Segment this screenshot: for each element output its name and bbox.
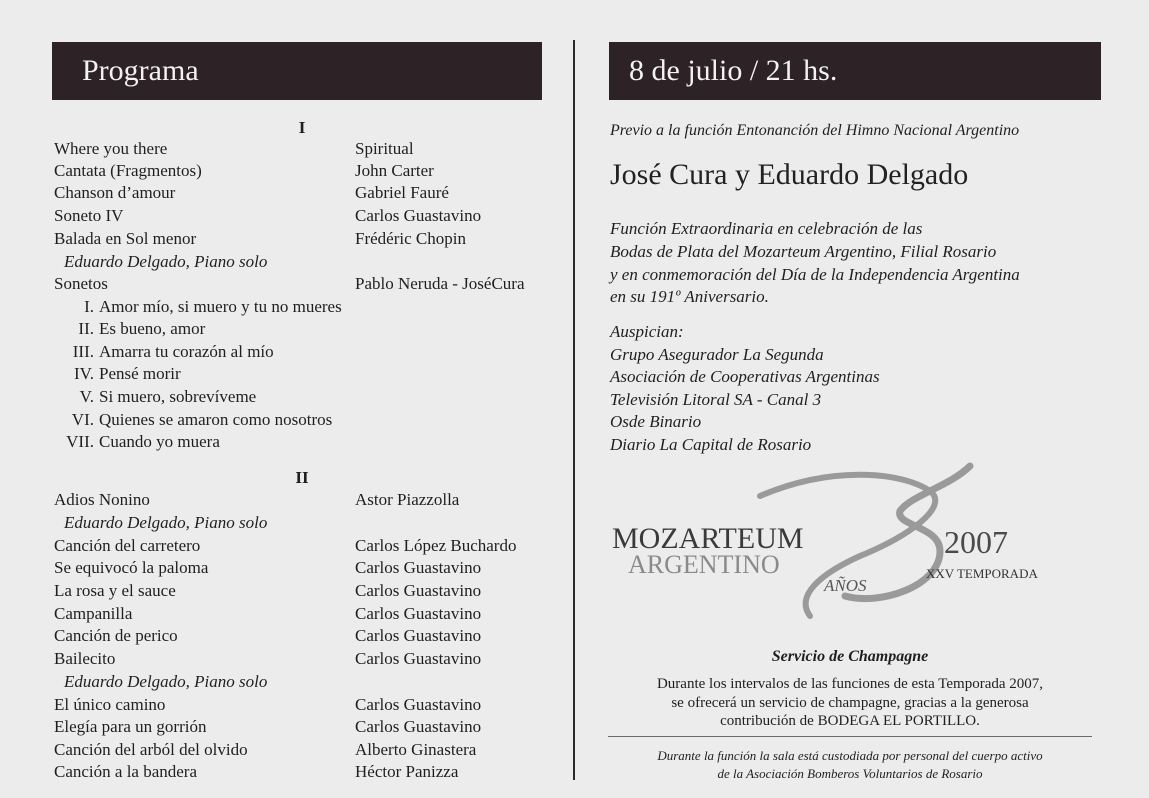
piece-title: Where you there bbox=[54, 139, 168, 158]
piece-composer: Carlos Guastavino bbox=[355, 604, 482, 623]
sonnet-title: Pensé morir bbox=[99, 364, 181, 383]
piece-composer: Héctor Panizza bbox=[355, 762, 459, 781]
piece-composer: Alberto Ginastera bbox=[355, 740, 477, 759]
piece-composer: Carlos Guastavino bbox=[355, 558, 482, 577]
artists-title: José Cura y Eduardo Delgado bbox=[610, 158, 969, 191]
piece-title: Se equivocó la paloma bbox=[54, 558, 209, 577]
sponsors-label: Auspician: bbox=[610, 322, 684, 341]
footer-note-line: de la Asociación Bomberos Voluntarios de Rosario bbox=[717, 766, 983, 781]
mozarteum-logo bbox=[610, 456, 1070, 626]
piece-title: Balada en Sol menor bbox=[54, 229, 197, 248]
sonnet-title: Amarra tu corazón al mío bbox=[99, 342, 274, 361]
sonnet-number: I. bbox=[84, 297, 94, 316]
piece-composer: Frédéric Chopin bbox=[355, 229, 466, 248]
prelude-note: Previo a la función Entonanción del Himno Nacional Argentino bbox=[610, 122, 1020, 139]
sonnet-title: Si muero, sobrevíveme bbox=[99, 387, 257, 406]
logo-mozarteum: MOZARTEUM bbox=[612, 522, 804, 555]
piece-title: El único camino bbox=[54, 695, 166, 714]
logo-argentino: ARGENTINO bbox=[628, 550, 780, 579]
sponsor-item: Grupo Asegurador La Segunda bbox=[610, 345, 824, 364]
section-two-label: II bbox=[295, 468, 309, 487]
piece-title: Chanson d’amour bbox=[54, 183, 176, 202]
program-panel bbox=[0, 0, 570, 798]
section-one-label: I bbox=[298, 118, 306, 137]
logo-temporada: XXV TEMPORADA bbox=[926, 566, 1038, 581]
sponsor-item: Televisión Litoral SA - Canal 3 bbox=[610, 390, 822, 409]
piece-title: Campanilla bbox=[54, 604, 133, 623]
piece-title: La rosa y el sauce bbox=[54, 581, 176, 600]
description-line: Función Extraordinaria en celebración de las bbox=[610, 219, 923, 238]
piece-title: Elegía para un gorrión bbox=[54, 717, 207, 736]
piece-composer: Carlos Guastavino bbox=[355, 649, 482, 668]
piece-title: Canción de perico bbox=[54, 626, 178, 645]
piece-composer: Carlos Guastavino bbox=[355, 717, 482, 736]
description-line: Bodas de Plata del Mozarteum Argentino, Filial Rosario bbox=[610, 242, 997, 261]
piece-title: Cantata (Fragmentos) bbox=[54, 161, 202, 180]
piece-title: Bailecito bbox=[54, 649, 116, 668]
logo-year: 2007 bbox=[944, 524, 1008, 560]
sonnet-number: VII. bbox=[66, 432, 94, 451]
logo-anos: AÑOS bbox=[824, 576, 867, 595]
sonnet-number: IV. bbox=[74, 364, 94, 383]
champagne-text-line: se ofrecerá un servicio de champagne, gracias a la generosa bbox=[671, 695, 1029, 711]
piece-composer: Carlos Guastavino bbox=[355, 206, 482, 225]
performer-note: Eduardo Delgado, Piano solo bbox=[64, 513, 268, 532]
performer-note: Eduardo Delgado, Piano solo bbox=[64, 252, 268, 271]
piece-title: Canción a la bandera bbox=[54, 762, 198, 781]
footer-note-line: Durante la función la sala está custodiada por personal del cuerpo activo bbox=[657, 748, 1043, 763]
piece-composer: Carlos Guastavino bbox=[355, 581, 482, 600]
description-line: en su 191º Aniversario. bbox=[610, 287, 769, 306]
date-header: 8 de julio / 21 hs. bbox=[609, 42, 1101, 100]
program-header: Programa bbox=[52, 42, 542, 100]
sonnet-number: VI. bbox=[71, 410, 94, 429]
sonnet-number: V. bbox=[79, 387, 94, 406]
piece-composer: Astor Piazzolla bbox=[355, 490, 460, 509]
piece-composer: Pablo Neruda - JoséCura bbox=[355, 274, 525, 293]
piece-title: Adios Nonino bbox=[54, 490, 150, 509]
description-line: y en conmemoración del Día de la Independencia Argentina bbox=[610, 265, 1020, 284]
piece-title: Canción del arból del olvido bbox=[54, 740, 248, 759]
sonnet-title: Amor mío, si muero y tu no mueres bbox=[99, 297, 342, 316]
sonnet-number: III. bbox=[72, 342, 94, 361]
piece-composer: John Carter bbox=[355, 161, 434, 180]
piece-composer: Spiritual bbox=[355, 139, 414, 158]
piece-title: Soneto IV bbox=[54, 206, 124, 225]
piece-composer: Carlos Guastavino bbox=[355, 695, 482, 714]
center-divider bbox=[573, 40, 575, 780]
piece-composer: Carlos López Buchardo bbox=[355, 536, 517, 555]
sonnet-title: Quienes se amaron como nosotros bbox=[99, 410, 333, 429]
piece-composer: Gabriel Fauré bbox=[355, 183, 449, 202]
sonnet-title: Cuando yo muera bbox=[99, 432, 220, 451]
performer-note: Eduardo Delgado, Piano solo bbox=[64, 672, 268, 691]
champagne-title: Servicio de Champagne bbox=[771, 648, 929, 665]
sponsor-item: Asociación de Cooperativas Argentinas bbox=[610, 367, 880, 386]
sponsor-item: Osde Binario bbox=[610, 412, 702, 431]
sonnet-title: Es bueno, amor bbox=[99, 319, 206, 338]
piece-title: Sonetos bbox=[54, 274, 108, 293]
champagne-text-line: contribución de BODEGA EL PORTILLO. bbox=[720, 713, 980, 729]
piece-composer: Carlos Guastavino bbox=[355, 626, 482, 645]
piece-title: Canción del carretero bbox=[54, 536, 201, 555]
champagne-text-line: Durante los intervalos de las funciones de esta Temporada 2007, bbox=[656, 676, 1044, 692]
footer-rule bbox=[608, 736, 1092, 737]
sonnet-number: II. bbox=[78, 319, 94, 338]
sponsor-item: Diario La Capital de Rosario bbox=[610, 435, 812, 454]
